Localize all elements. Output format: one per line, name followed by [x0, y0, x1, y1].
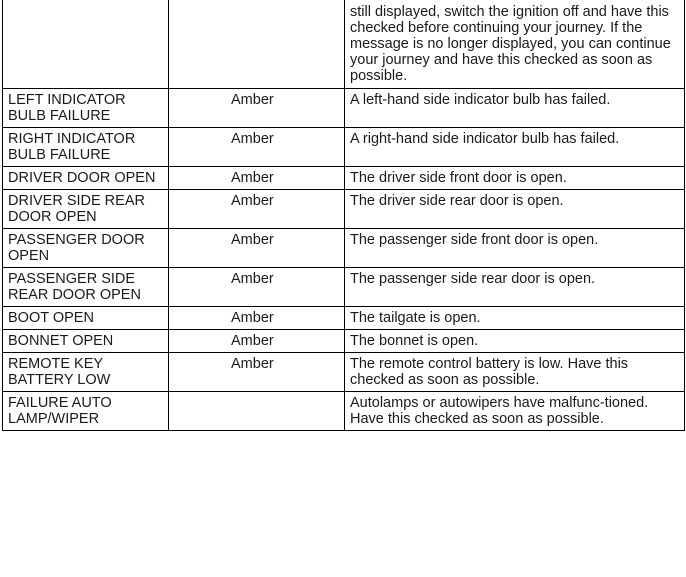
table-row: [3, 167, 685, 190]
message-cell: RIGHT INDICATOR BULB FAILURE: [3, 128, 169, 167]
colour-cell: Amber: [169, 330, 345, 353]
colour-cell: Amber: [169, 353, 345, 392]
table-row-continuation: [3, 0, 685, 89]
message-cell: REMOTE KEY BATTERY LOW: [3, 353, 169, 392]
action-cell: The driver side front door is open.: [345, 167, 685, 190]
action-cell: still displayed, switch the ignition off and have this checked before continuing your journey. If the message is no longer displayed, you can continue your journey and have this checked as soon as possible.: [345, 0, 685, 89]
table-row: [3, 392, 685, 431]
table-row: [3, 353, 685, 392]
message-cell: [3, 0, 169, 89]
table-row: [3, 229, 685, 268]
message-cell: FAILURE AUTO LAMP/WIPER: [3, 392, 169, 431]
message-cell: PASSENGER SIDE REAR DOOR OPEN: [3, 268, 169, 307]
action-cell: The tailgate is open.: [345, 307, 685, 330]
action-cell: A left-hand side indicator bulb has failed.: [345, 89, 685, 128]
colour-cell: [169, 392, 345, 431]
table-row: [3, 268, 685, 307]
action-cell: The passenger side rear door is open.: [345, 268, 685, 307]
action-cell: The driver side rear door is open.: [345, 190, 685, 229]
action-cell: Autolamps or autowipers have malfunc-tioned. Have this checked as soon as possible.: [345, 392, 685, 431]
action-cell: The bonnet is open.: [345, 330, 685, 353]
colour-cell: Amber: [169, 167, 345, 190]
table-row: [3, 307, 685, 330]
action-cell: A right-hand side indicator bulb has failed.: [345, 128, 685, 167]
message-cell: DRIVER DOOR OPEN: [3, 167, 169, 190]
table-row: [3, 89, 685, 128]
message-cell: PASSENGER DOOR OPEN: [3, 229, 169, 268]
colour-cell: Amber: [169, 268, 345, 307]
action-cell: The passenger side front door is open.: [345, 229, 685, 268]
message-cell: BOOT OPEN: [3, 307, 169, 330]
table-row: [3, 190, 685, 229]
colour-cell: Amber: [169, 190, 345, 229]
colour-cell: [169, 0, 345, 89]
action-cell: The remote control battery is low. Have this checked as soon as possible.: [345, 353, 685, 392]
colour-cell: Amber: [169, 307, 345, 330]
colour-cell: Amber: [169, 128, 345, 167]
table-row: [3, 330, 685, 353]
message-cell: DRIVER SIDE REAR DOOR OPEN: [3, 190, 169, 229]
warning-messages-table: [2, 0, 685, 431]
colour-cell: Amber: [169, 89, 345, 128]
table-row: [3, 128, 685, 167]
message-cell: LEFT INDICATOR BULB FAILURE: [3, 89, 169, 128]
message-cell: BONNET OPEN: [3, 330, 169, 353]
colour-cell: Amber: [169, 229, 345, 268]
